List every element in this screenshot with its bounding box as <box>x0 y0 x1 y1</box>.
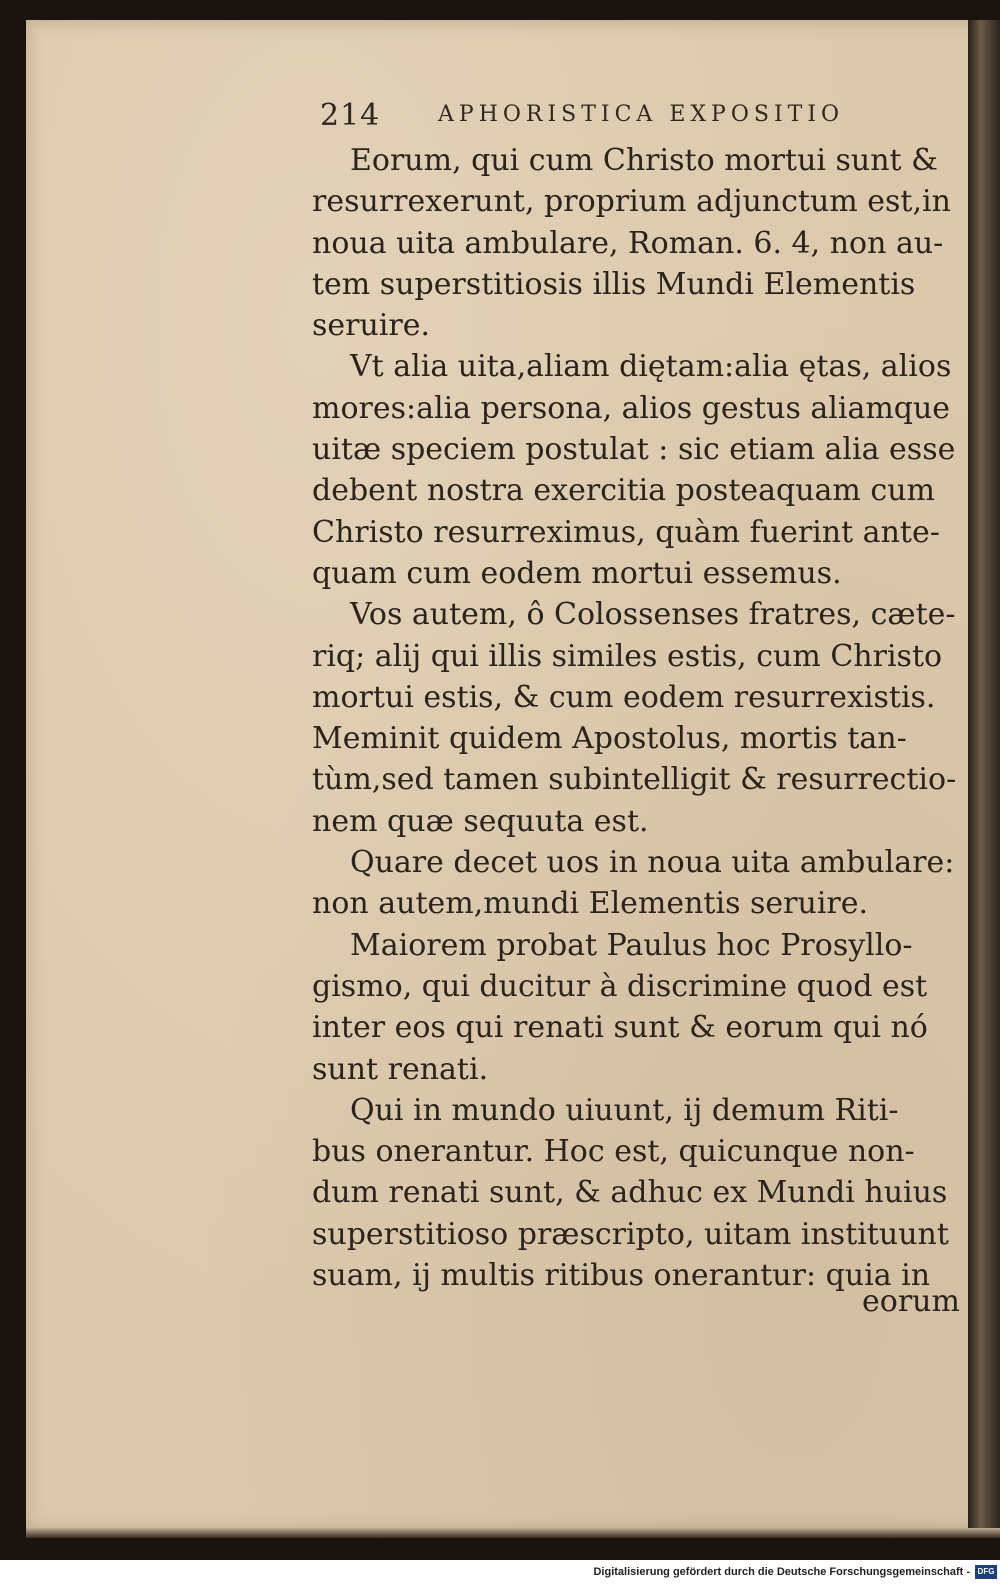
page-number: 214 <box>320 98 381 133</box>
text-line: Quare decet uos in noua uita ambulare: <box>350 845 955 881</box>
text-line: riq; alij qui illis similes estis, cum Christo <box>312 638 943 674</box>
page-bottom-edge <box>26 1528 1000 1538</box>
text-line: quam cum eodem mortui essemus. <box>312 555 842 591</box>
text-line: seruire. <box>312 308 431 344</box>
book-spine-edge <box>968 20 1000 1535</box>
text-line: gismo, qui ducitur à discrimine quod est <box>312 968 928 1004</box>
text-line: Christo resurreximus, quàm fuerint ante- <box>312 514 940 550</box>
text-line: mortui estis, & cum eodem resurrexistis. <box>312 679 936 715</box>
text-line: noua uita ambulare, Roman. 6. 4, non au- <box>312 225 944 261</box>
text-line: bus onerantur. Hoc est, quicunque non- <box>312 1134 915 1170</box>
text-line: suam, ij multis ritibus onerantur: quia in <box>312 1258 931 1294</box>
text-line: Meminit quidem Apostolus, mortis tan- <box>312 721 907 757</box>
text-line: tem superstitiosis illis Mundi Elementis <box>312 266 916 302</box>
running-title: APHORISTICA EXPOSITIO <box>438 102 845 127</box>
catchword: eorum <box>862 1284 960 1319</box>
digitization-credit: Digitalisierung gefördert durch die Deutsche Forschungsgemeinschaft - <box>593 1566 970 1578</box>
text-line: superstitioso præscripto, uitam instituunt <box>312 1216 949 1252</box>
text-line: Qui in mundo uiuunt, ij demum Riti- <box>350 1092 899 1128</box>
text-line: mores:alia persona, alios gestus aliamque <box>312 390 951 426</box>
text-line: dum renati sunt, & adhuc ex Mundi huius <box>312 1175 948 1211</box>
text-line: inter eos qui renati sunt & eorum qui nó <box>312 1010 928 1046</box>
text-line: tùm,sed tamen subintelligit & resurrectio- <box>312 762 957 798</box>
text-line: uitæ speciem postulat : sic etiam alia esse <box>312 432 956 468</box>
dfg-logo-icon: DFG <box>975 1565 997 1579</box>
text-line: Eorum, qui cum Christo mortui sunt & <box>350 143 938 178</box>
text-line: sunt renati. <box>312 1051 489 1087</box>
text-line: Vos autem, ô Colossenses fratres, cæte- <box>350 597 956 633</box>
text-line: nem quæ sequuta est. <box>312 803 649 839</box>
text-line: Vt alia uita,aliam diętam:alia ętas, alios <box>350 349 952 385</box>
running-head <box>320 98 900 138</box>
text-line: resurrexerunt, proprium adjunctum est,in <box>312 184 951 220</box>
body-text <box>312 140 964 1296</box>
text-line: Maiorem probat Paulus hoc Prosyllo- <box>350 927 913 963</box>
text-line: non autem,mundi Elementis seruire. <box>312 886 869 922</box>
text-line: debent nostra exercitia posteaquam cum <box>312 473 935 509</box>
